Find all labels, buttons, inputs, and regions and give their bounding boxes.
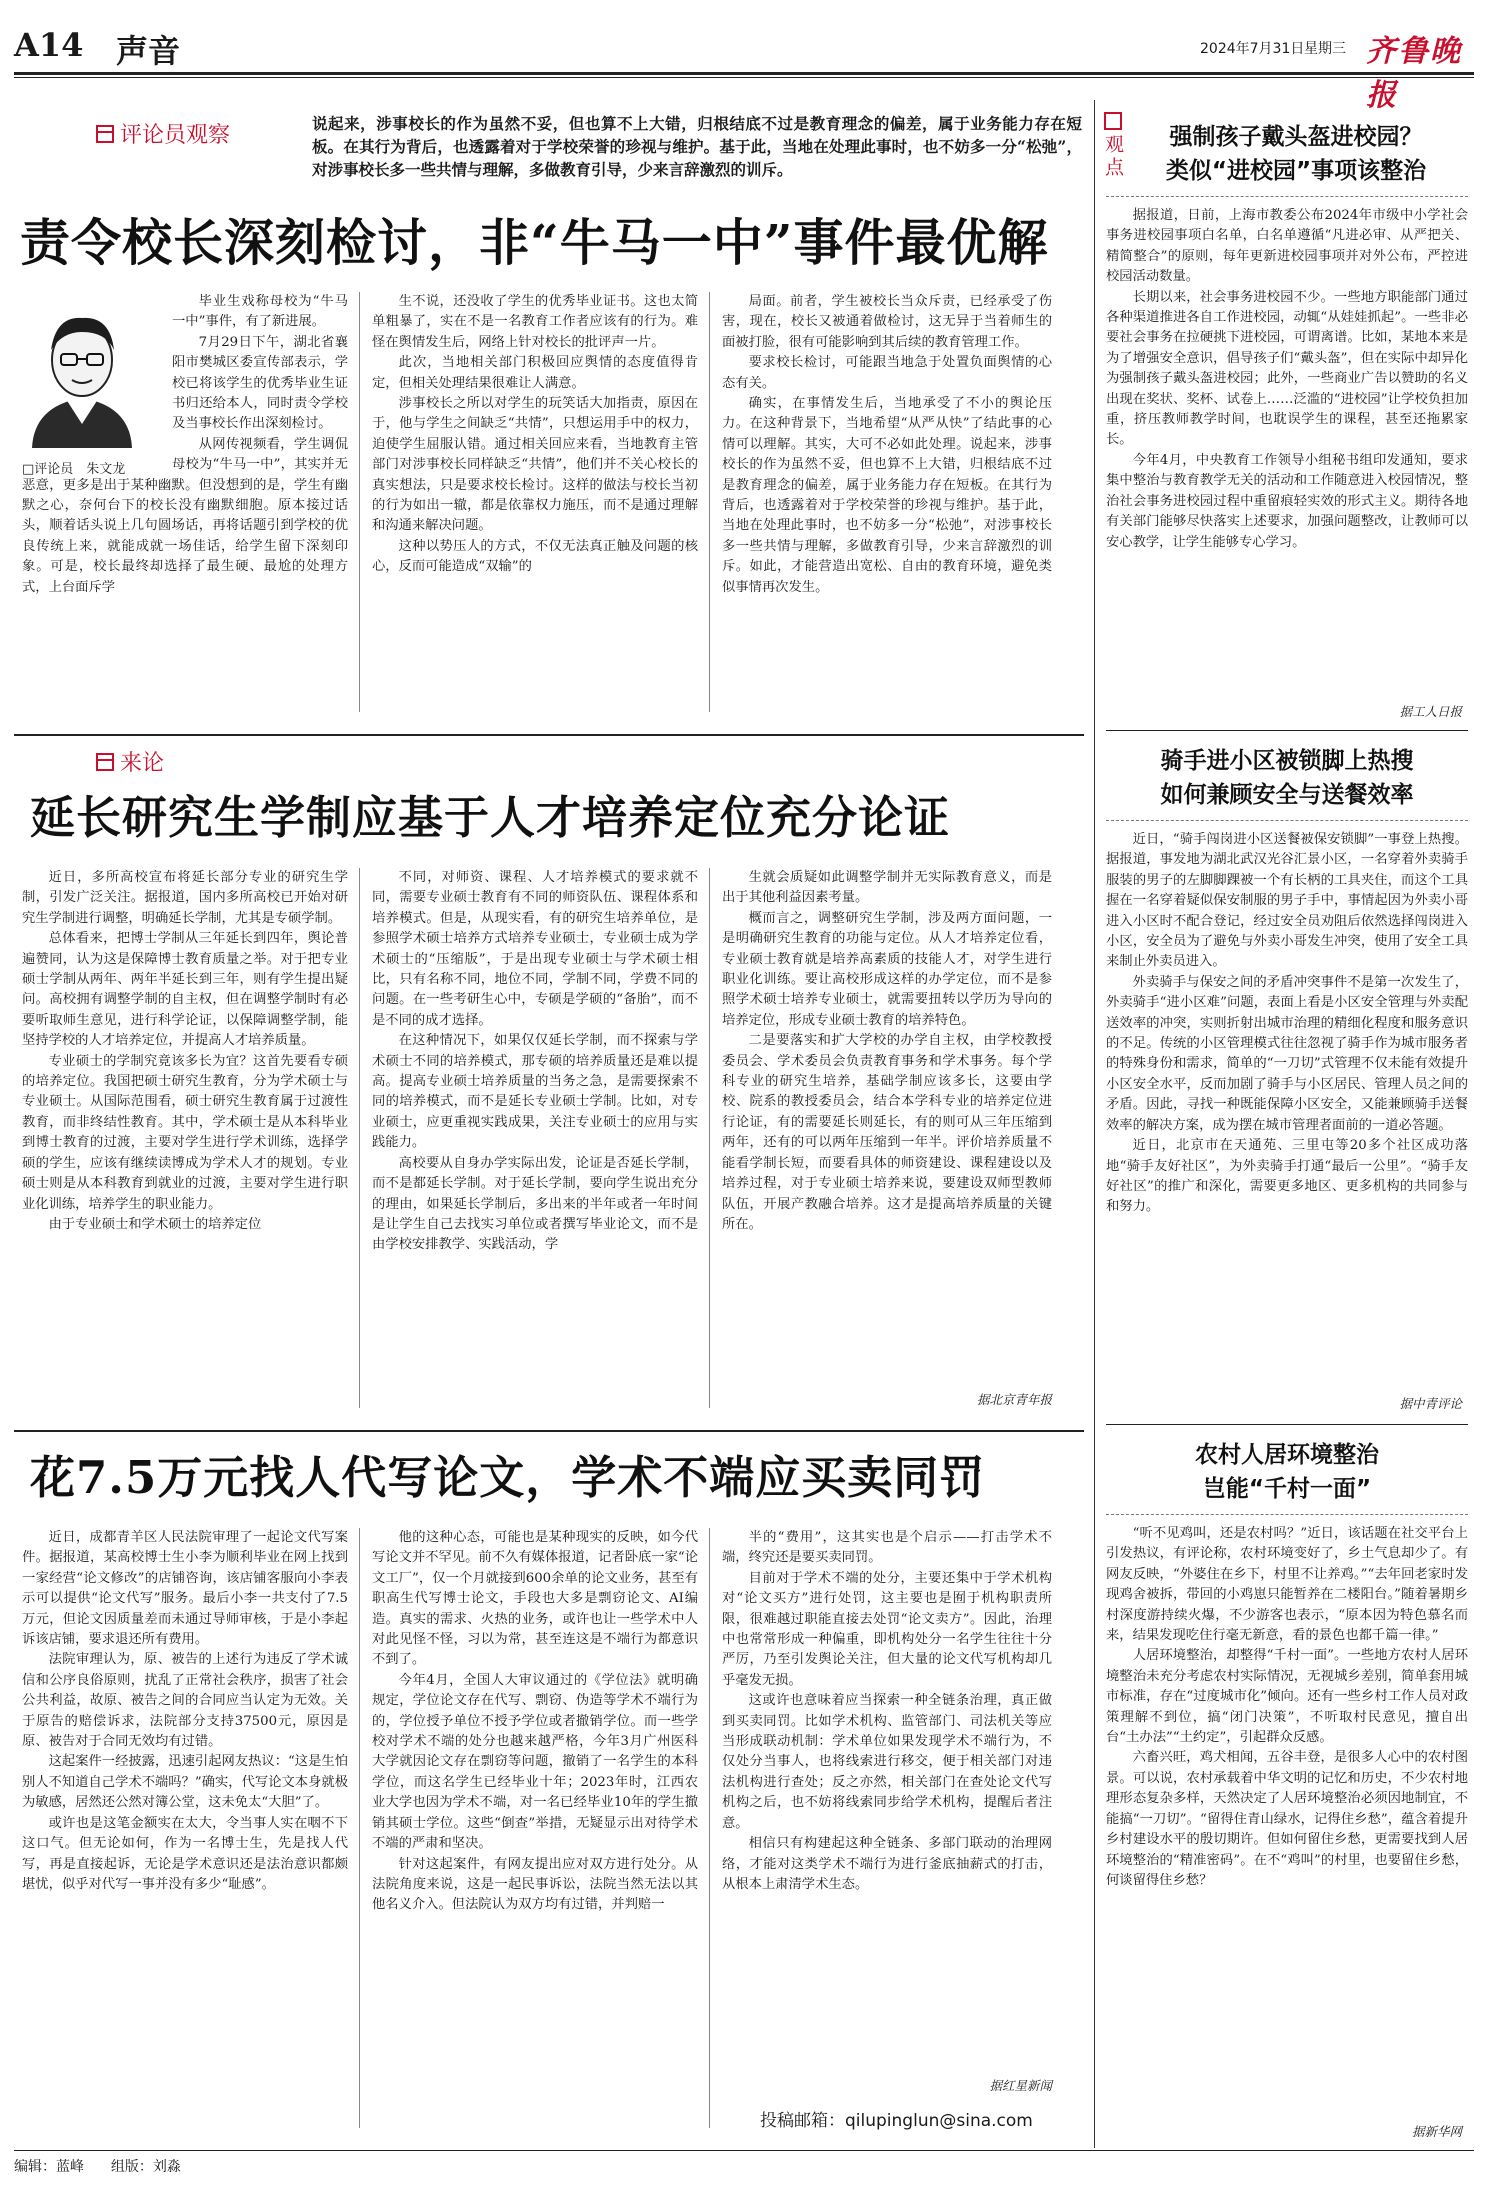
paragraph: 今年4月，全国人大审议通过的《学位法》就明确规定，学位论文存在代写、剽窃、伪造等学术不端行为的，学位授予单位不授予学位或者撤销学位。而一些学校对学术不端的处分也越来越严格，今年3月广州医科大学就因论文存在剽窃等问题，撤销了一名学生的本科学位，而这名学生已经毕业十年；2023年时，江西农业大学也因为学术不端，对一名已经毕业10年的学生撤销其硕士学位。这些“倒查”举措，无疑显示出对待学术不端的严肃和坚决。 (372, 1672, 698, 1852)
article-summary: 说起来，涉事校长的作为虽然不妥，但也算不上大错，归根结底不过是教育理念的偏差，属于业务能力存在短板。在其行为背后，也透露着对于学校荣誉的珍视与维护。基于此，当地在处理此事时，也不妨多一分“松弛”，对涉事校长多一些共情与理解，多做教育引导，少来言辞激烈的训斥。 (312, 114, 1082, 179)
paragraph: 高校要从自身办学实际出发，论证是否延长学制，而不是都延长学制。对于延长学制，要向学生说出充分的理由，如果延长学制后，多出来的半年或者一年时间是让学生自己去找实习单位或者撰写毕业论文，而不是由学校安排教学、实践活动，学 (372, 1155, 698, 1253)
tag-label: 评论员观察 (120, 123, 231, 148)
paragraph: 今年4月，中央教育工作领导小组秘书组印发通知，要求集中整治与教育教学无关的活动和工作随意进入校园情况，整治社会事务进校园过程中重留痕轻实效的形式主义。期待各地有关部门能够尽快落实上述要求，加强问题整改，让教师可以安心教学，让学生能够专心学习。 (1106, 452, 1468, 550)
headline-line: 农村人居环境整治 (1195, 1442, 1379, 1468)
paragraph: 长期以来，社会事务进校园不少。一些地方职能部门通过各种渠道推进各自工作进校园，动辄“从娃娃抓起”。一些非必要社会事务在拉硬挑下进校园，可谓离谱。比如，某地本来是为了增强安全意识，倡导孩子们“戴头盔”，但在实际中却异化为强制孩子戴头盔进校园；此外，一些商业广告以赞助的名义出现在奖状、奖杯、试卷上……泛滥的“进校园”让学校负担加重，挤压教师教学时间，也耽误学生的课程，甚至还拖累家长。 (1106, 289, 1468, 448)
paragraph: 不同，对师资、课程、人才培养模式的要求就不同，需要专业硕士教育有不同的师资队伍、课程体系和培养模式。但是，从现实看，有的研究生培养单位，是参照学术硕士培养方式培养专业硕士，专业硕士成为学术硕士的“压缩版”，于是出现专业硕士与学术硕士相比，只有名称不同，地位不同，学制不同，学费不同的问题。在一些考研生心中，专硕是学硕的“备胎”，而不是不同的成才选择。 (372, 870, 698, 1028)
paragraph: 从网传视频看，学生调侃母校为“牛马一中”，其实并无恶意，更多是出于某种幽默。但没想到的是，学生有幽默之心，奈何台下的校长没有幽默细胞。原本接过话头，顺着话头说上几句圆场话，再将话题引到学校的优良传统上来，就能成就一场佳话，给学生留下深刻印象。可是，校长最终却选择了最生硬、最尬的处理方式，上台面斥学 (22, 436, 348, 595)
paragraph: 六畜兴旺，鸡犬相闻，五谷丰登，是很多人心中的农村图景。可以说，农村承载着中华文明的记忆和历史，不少农村地理形态复杂多样，天然决定了人居环境整治必须因地制宜，不能搞“一刀切”。“留得住青山绿水，记得住乡愁”，蕴含着提升乡村建设水平的殷切期许。但如何留住乡愁，更需要找到人居环境整治的“精准密码”。在不“鸡叫”的村里，也要留住乡愁，何谈留得住乡愁？ (1106, 1750, 1468, 1888)
headline-line: 如何兼顾安全与送餐效率 (1160, 782, 1414, 808)
headline-line: 岂能“千村一面” (1202, 1476, 1372, 1502)
sidebar-source-1: 据工人日报 (1399, 704, 1462, 719)
article-3-source: 据红星新闻 (989, 2078, 1052, 2093)
headline-3: 花7.5万元找人代写论文，学术不端应买卖同罚 (30, 1451, 986, 1504)
paragraph: 针对这起案件，有网友提出应对双方进行处分。从法院角度来说，这是一起民事诉讼，法院当然无法以其他名义介入。但法院认为双方均有过错，并判赔一 (372, 1856, 698, 1913)
headline-2: 延长研究生学制应基于人才培养定位充分论证 (30, 791, 951, 844)
paragraph: 这起案件一经披露，迅速引起网友热议：“这是生怕别人不知道自己学术不端吗？”确实，代写论文本身就极为敏感，居然还公然对簿公堂，这未免太“大胆”了。 (22, 1754, 348, 1811)
paragraph: “听不见鸡叫，还是农村吗？”近日，该话题在社交平台上引发热议，有评论称，农村环境变好了，乡土气息却少了。有网友反映，“外婆住在乡下，村里不让养鸡。”“去年回老家时发现鸡舍被拆，带回的小鸡崽只能暂养在二楼阳台。”随着暑期乡村深度游持续火爆，不少游客也表示，“原本因为特色慕名而来，结果发现吃住行毫无新意，看的景色也都千篇一律。” (1106, 1526, 1468, 1644)
article-2-column-1 (22, 868, 348, 1408)
paragraph: 总体看来，把博士学制从三年延长到四年，舆论普遍赞同，认为这是保障博士教育质量之举。对于把专业硕士学制从两年、两年半延长到三年，则有学生提出疑问。高校拥有调整学制的自主权，但在调整学制时有必要听取师生意见，进行科学论证，以保障调整学制，能坚持学校的人才培养定位，并提高人才培养质量。 (22, 931, 348, 1049)
article-1-column-2 (372, 292, 698, 712)
email-address[interactable]: qilupinglun@sina.com (845, 2111, 1033, 2131)
editor-credit: 编辑：蓝峰 (14, 2159, 84, 2175)
sidebar-source-3: 据新华网 (1411, 2124, 1462, 2139)
sidebar-tag-viewpoint (1102, 112, 1124, 180)
article-2-column-2 (372, 868, 698, 1408)
article-1-column-3 (722, 292, 1052, 712)
headline-1: 责令校长深刻检讨，非“牛马一中”事件最优解 (20, 213, 1049, 272)
tag-label: 观点 (1102, 134, 1124, 180)
sidebar-source-2: 据中青评论 (1399, 1396, 1462, 1411)
paragraph: 生就会质疑如此调整学制并无实际教育意义，而是出于其他利益因素考量。 (722, 870, 1052, 906)
paragraph: 近日，“骑手闯岗进小区送餐被保安锁脚”一事登上热搜。据报道，事发地为湖北武汉光谷汇景小区，一名穿着外卖骑手服装的男子的左脚脚踝被一个有长柄的工具夹住，而这个工具握在一名穿着疑似保安制服的男子手中，事情起因为外卖小哥进入小区时不配合登记，经过安全员劝阻后依然选择闯岗进入小区，安全员为了避免与外卖小哥发生冲突，使用了安全工具来制止外卖员进入。 (1106, 832, 1468, 970)
paragraph: 毕业生戏称母校为“牛马一中”事件，有了新进展。 (172, 294, 348, 330)
paragraph: 近日，北京市在天通苑、三里屯等20多个社区成功落地“骑手友好社区”，为外卖骑手打通“最后一公里”。“骑手友好社区”的推广和深化，需要更多地区、更多机构的共同参与和努力。 (1106, 1138, 1468, 1215)
avatar-float-space (22, 292, 172, 470)
article-2-source: 据北京青年报 (976, 1392, 1052, 1407)
paragraph: 这或许也意味着应当探索一种全链条治理，真正做到买卖同罚。比如学术机构、监管部门、司法机关等应当形成联动机制：学术单位如果发现学术不端行为，不仅处分当事人，也将线索进行移交，便于相关部门对违法机构进行查处；反之亦然，相关部门在查处论文代写机构之后，也不妨将线索同步给学术机构，提醒后者注意。 (722, 1693, 1052, 1831)
tag-box-icon (1104, 112, 1122, 130)
paragraph: 专业硕士的学制究竟该多长为宜？这首先要看专硕的培养定位。我国把硕士研究生教育，分为学术硕士与专业硕士。从国际范围看，硕士研究生教育属于过渡性教育，而非终结性教育。其中，学术硕士是从本科毕业到博士教育的过渡，主要对学生进行学术训练，选择学硕的学生，应该有继续读博成为学术人才的规划。专业硕士则是从本科教育到就业的过渡，主要对学生进行职业化训练，培养学生的职业能力。 (22, 1053, 348, 1212)
section-tag-commentator (96, 118, 230, 149)
section-title: 声音 (116, 32, 181, 70)
paragraph: 在这种情况下，如果仅仅延长学制，而不探索与学术硕士不同的培养模式，那专硕的培养质量还是难以提高。提高专业硕士培养质量的当务之急，是需要探索不同的培养模式，而不是延长专业硕士学制。比如，对专业硕士，应更重视实践成果，关注专业硕士的应用与实践能力。 (372, 1033, 698, 1151)
article-3-column-2 (372, 1528, 698, 2128)
author-byline: □评论员 朱文龙 (22, 462, 126, 477)
sidebar-article-2 (1106, 830, 1468, 1390)
headline-line: 骑手进小区被锁脚上热搜 (1160, 748, 1414, 774)
paragraph: 要求校长检讨，可能跟当地急于处置负面舆情的心态有关。 (722, 355, 1052, 391)
newspaper-logo: 齐鲁晚报 (1366, 34, 1462, 113)
paragraph: 近日，成都青羊区人民法院审理了一起论文代写案件。据报道，某高校博士生小李为顺利毕业在网上找到一家经营“论文修改”的店铺咨询，该店铺客服向小李表示可以提供“论文代写”服务。最后小李一共支付了7.5万元，但论文因质量差而未通过导师审核，于是小李起诉该店铺，要求退还所有费用。 (22, 1530, 348, 1648)
issue-date: 2024年7月31日 (1200, 41, 1305, 57)
sidebar-headline-2 (1106, 744, 1468, 812)
paragraph: 据报道，日前，上海市教委公布2024年市级中小学社会事务进校园事项白名单，白名单遵循“凡进必审、从严把关、精简整合”的原则，每年更新进校园事项并对外公布，严控进校园活动数量。 (1106, 208, 1468, 285)
paragraph: 涉事校长之所以对学生的玩笑话大加指责，原因在于，他与学生之间缺乏“共情”，只想运用手中的权力，迫使学生屈服认错。通过相关回应来看，当地教育主管部门对涉事校长同样缺乏“共情”，他们并不关心校长的真实想法，只是要求校长检讨。这样的做法与校长当初的行为如出一辙，都是依靠权力施压，而不是通过理解和沟通来解决问题。 (372, 396, 698, 534)
paragraph: 半的“费用”，这其实也是个启示——打击学术不端，终究还是要买卖同罚。 (722, 1530, 1052, 1566)
headline-line: 类似“进校园”事项该整治 (1165, 158, 1427, 184)
tag-label: 来论 (120, 751, 165, 776)
article-2-column-3 (722, 868, 1052, 1388)
article-1-column-1 (22, 292, 348, 712)
footer-credits (14, 2156, 181, 2176)
section-tag-laisun (96, 746, 164, 777)
designer-credit: 组版：刘淼 (110, 2159, 181, 2175)
paragraph: 7月29日下午，湖北省襄阳市樊城区委宣传部表示，学校已将该学生的优秀毕业生证书归还给本人，同时责令学校及当事校长作出深刻检讨。 (172, 334, 348, 432)
masthead (14, 24, 1474, 113)
paragraph: 外卖骑手与保安之间的矛盾冲突事件不是第一次发生了，外卖骑手“进小区难”问题，表面上看是小区安全管理与外卖配送效率的冲突，实则折射出城市治理的精细化程度和服务意识的不足。传统的小区管理模式往往忽视了骑手作为城市服务者的特殊身份和需求，简单的“一刀切”式管理不仅未能有效提升小区安全水平，反而加剧了骑手与小区居民、管理人员之间的矛盾。因此，寻找一种既能保障小区安全，又能兼顾骑手送餐效率的解决方案，成为摆在城市管理者面前的一道必答题。 (1106, 974, 1468, 1133)
article-3-column-3 (722, 1528, 1052, 2073)
paragraph: 确实，在事情发生后，当地承受了不小的舆论压力。在这种背景下，当地希望“从严从快”了结此事的心情可以理解。其实，大可不必如此处理。说起来，涉事校长的作为虽然不妥，但也算不上大错，归根结底不过是教育理念的偏差，属于业务能力存在短板。在其行为背后，也透露着对于学校荣誉的珍视与维护。基于此，当地在处理此事时，也不妨多一分“松弛”，对涉事校长多一些共情与理解，多做教育引导，少来言辞激烈的训斥。如此，才能营造出宽松、自由的教育环境，避免类似事情再次发生。 (722, 396, 1052, 595)
paragraph: 这种以势压人的方式，不仅无法真正触及问题的核心，反而可能造成“双输”的 (372, 538, 698, 575)
sidebar-article-3 (1106, 1524, 1468, 2120)
headline-line: 强制孩子戴头盔进校园？ (1169, 124, 1423, 150)
submission-email (760, 2106, 1033, 2131)
sidebar-article-1 (1106, 206, 1468, 696)
paragraph: 法院审理认为，原、被告的上述行为违反了学术诚信和公序良俗原则，扰乱了正常社会秩序，损害了社会公共利益，故原、被告之间的合同应当认定为无效。关于原告的赔偿诉求，法院部分支持37500元，原因是原、被告对于合同无效均有过错。 (22, 1652, 348, 1750)
article-3-column-1 (22, 1528, 348, 2128)
paragraph: 或许也是这笔金额实在太大，令当事人实在咽不下这口气。但无论如何，作为一名博士生，先是找人代写，再是直接起诉，无论是学术意识还是法治意识都颇堪忧，似乎对代写一事并没有多少“耻感”。 (22, 1815, 348, 1892)
page-number: A14 (14, 26, 84, 64)
paragraph: 他的这种心态，可能也是某种现实的反映，如今代写论文并不罕见。前不久有媒体报道，记者卧底一家“论文工厂”，仅一个月就接到600余单的论文业务，甚至有职高生代写博士论文，手段也大多是剽窃论文、AI编造。真实的需求、火热的业务，或许也让一些学术中人对此见怪不怪，习以为常，甚至连这是不端行为都意识不到了。 (372, 1530, 698, 1668)
email-label: 投稿邮箱： (760, 2111, 845, 2131)
paragraph: 相信只有构建起这种全链条、多部门联动的治理网络，才能对这类学术不端行为进行釜底抽薪式的打击，从根本上肃清学术生态。 (722, 1836, 1052, 1892)
issue-weekday: 星期三 (1304, 41, 1346, 57)
paragraph: 由于专业硕士和学术硕士的培养定位 (48, 1216, 262, 1232)
sidebar-headline-1 (1126, 120, 1466, 188)
tag-box-icon (96, 753, 114, 771)
paragraph: 生不说，还没收了学生的优秀毕业证书。这也太简单粗暴了，实在不是一名教育工作者应该有的行为。难怪在舆情发生后，网络上针对校长的批评声一片。 (372, 294, 698, 350)
paragraph: 二是要落实和扩大学校的办学自主权，由学校教授委员会、学术委员会负责教育事务和学术事务。每个学科专业的研究生培养，基础学制应该多长，这要由学校、院系的教授委员会，结合本学科专业的培养定位进行论证，有的需要延长则延长，有的则可从三年压缩到两年，还有的可以两年压缩到一年半。评价培养质量不能看学制长短，而要看具体的师资建设、课程建设以及培养过程，对于专业硕士培养来说，要建设双师型教师队伍，开展产教融合培养。这才是提高培养质量的关键所在。 (722, 1033, 1052, 1232)
paragraph: 近日，多所高校宣布将延长部分专业的研究生学制，引发广泛关注。据报道，国内多所高校已开始对研究生学制进行调整，明确延长学制，尤其是专硕学制。 (22, 870, 348, 926)
paragraph: 此次，当地相关部门积极回应舆情的态度值得肯定，但相关处理结果很难让人满意。 (372, 355, 698, 391)
paragraph: 人居环境整治，却整得“千村一面”。一些地方农村人居环境整治未充分考虑农村实际情况，无视城乡差别，简单套用城市标准，存在“过度城市化”倾向。还有一些乡村工作人员对政策理解不到位，搞“闭门决策”，不听取村民意见，擅自出台“土办法”“土约定”，引起群众反感。 (1106, 1648, 1468, 1746)
sidebar-headline-3 (1106, 1438, 1468, 1506)
paragraph: 目前对于学术不端的处分，主要还集中于学术机构对“论文买方”进行处罚，这主要也是囿于机构职责所限，很难越过职能直接去处罚“论文卖方”。因此，治理中也常常形成一种偏重，即机构处分一名学生往往十分严厉，乃至引发舆论关注，但大量的论文代写机构却几乎毫发无损。 (722, 1570, 1052, 1688)
paragraph: 局面。前者，学生被校长当众斥责，已经承受了伤害，现在，校长又被通着做检讨，这无异于当着师生的面被打脸，很有可能影响到其后续的教育管理工作。 (722, 294, 1052, 350)
tag-box-icon (96, 125, 114, 143)
paragraph: 概而言之，调整研究生学制，涉及两方面问题，一是明确研究生教育的功能与定位。从人才培养定位看，专业硕士教育就是培养高素质的技能人才，对学生进行职业化训练。要让高校形成这样的办学定位，而不是参照学术硕士培养专业硕士，就需要扭转以学历为导向的培养定位，形成专业硕士教育的培养特色。 (722, 910, 1052, 1028)
